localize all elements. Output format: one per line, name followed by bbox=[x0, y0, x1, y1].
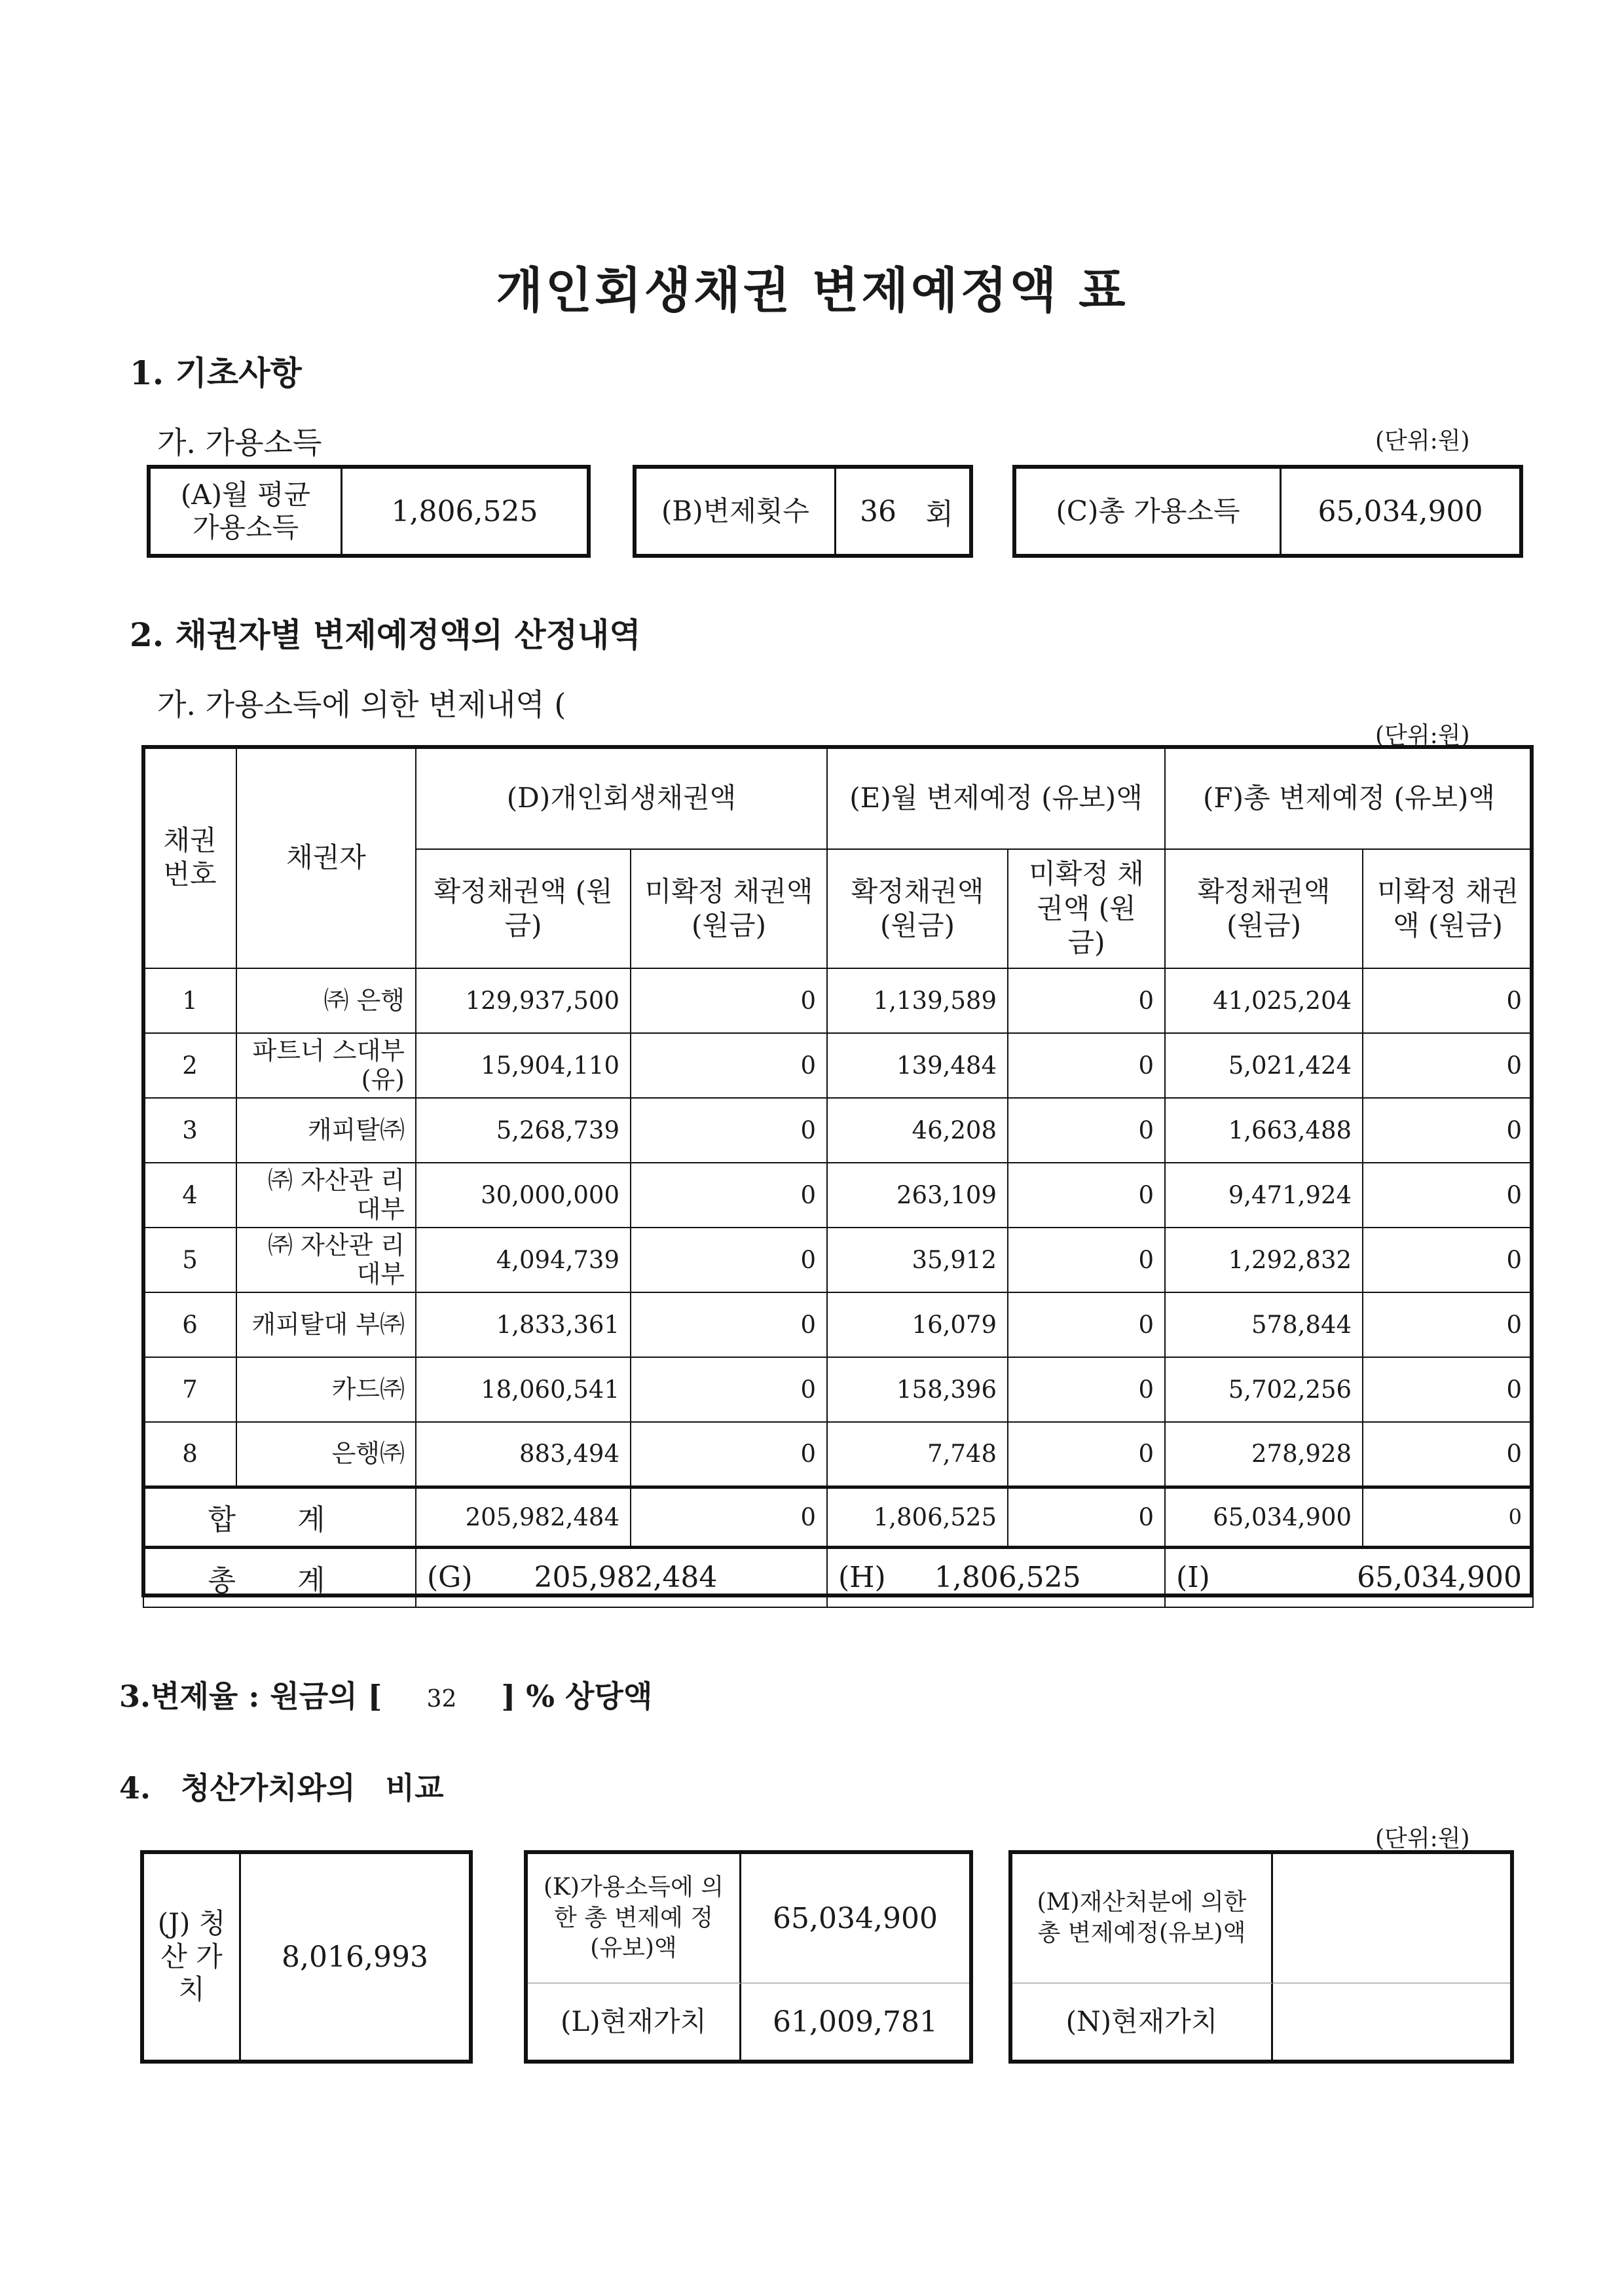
total-i-value: 65,034,900 bbox=[1357, 1561, 1522, 1595]
total-income-value: 65,034,900 bbox=[1280, 469, 1519, 554]
row-e2: 0 bbox=[1008, 1292, 1165, 1357]
row-creditor: 캐피탈㈜ bbox=[236, 1098, 416, 1163]
header-f: (F)총 변제예정 (유보)액 bbox=[1165, 747, 1533, 849]
row-e2: 0 bbox=[1008, 1163, 1165, 1228]
repay-count-value: 36 bbox=[860, 494, 896, 528]
row-e1: 139,484 bbox=[827, 1033, 1008, 1098]
sum-d1: 205,982,484 bbox=[416, 1487, 631, 1547]
row-e2: 0 bbox=[1008, 1422, 1165, 1487]
header-d-confirmed: 확정채권액 (원금) bbox=[416, 849, 631, 968]
row-f1: 5,702,256 bbox=[1165, 1357, 1363, 1422]
row-e1: 7,748 bbox=[827, 1422, 1008, 1487]
total-h-label: (H) bbox=[838, 1561, 886, 1595]
n-value bbox=[1273, 1984, 1510, 2060]
k-value: 65,034,900 bbox=[741, 1854, 969, 1984]
header-e-confirmed: 확정채권액 (원금) bbox=[827, 849, 1008, 968]
row-e2: 0 bbox=[1008, 968, 1165, 1033]
row-f1: 278,928 bbox=[1165, 1422, 1363, 1487]
row-f2: 0 bbox=[1363, 1228, 1533, 1292]
avg-income-value: 1,806,525 bbox=[341, 469, 587, 554]
m-label: (M)재산처분에 의한 총 변제예정(유보)액 bbox=[1012, 1854, 1273, 1984]
header-e: (E)월 변제예정 (유보)액 bbox=[827, 747, 1165, 849]
sum-f2: 0 bbox=[1363, 1487, 1533, 1547]
section2-unit: (단위:원) bbox=[1375, 722, 1470, 749]
total-income-box bbox=[1012, 465, 1523, 558]
page-title: 개인회생채권 변제예정액 표 bbox=[496, 263, 1128, 319]
table-row bbox=[143, 968, 1533, 1033]
sum-d2: 0 bbox=[631, 1487, 827, 1547]
section1-unit: (단위:원) bbox=[1375, 428, 1470, 454]
row-creditor: ㈜ 자산관 리대부 bbox=[236, 1228, 416, 1292]
total-g-cell bbox=[416, 1547, 827, 1607]
row-d1: 15,904,110 bbox=[416, 1033, 631, 1098]
row-creditor: 파트너 스대부(유) bbox=[236, 1033, 416, 1098]
row-f2: 0 bbox=[1363, 1033, 1533, 1098]
sum-e1: 1,806,525 bbox=[827, 1487, 1008, 1547]
section1-sub: 가. 가용소득 bbox=[157, 425, 322, 460]
row-creditor: 카드㈜ bbox=[236, 1357, 416, 1422]
liquidation-value-box bbox=[140, 1850, 473, 2064]
row-e2: 0 bbox=[1008, 1228, 1165, 1292]
header-no: 채권 번호 bbox=[143, 747, 236, 968]
row-no: 2 bbox=[143, 1033, 236, 1098]
m-value bbox=[1273, 1854, 1510, 1984]
row-f2: 0 bbox=[1363, 1098, 1533, 1163]
row-d1: 1,833,361 bbox=[416, 1292, 631, 1357]
row-no: 1 bbox=[143, 968, 236, 1033]
rate-prefix: 3.변제율 : 원금의 [ bbox=[119, 1679, 382, 1714]
table-row bbox=[143, 1228, 1533, 1292]
row-e2: 0 bbox=[1008, 1033, 1165, 1098]
table-row bbox=[143, 1357, 1533, 1422]
row-d1: 30,000,000 bbox=[416, 1163, 631, 1228]
row-creditor: 은행㈜ bbox=[236, 1422, 416, 1487]
sum-label: 합 계 bbox=[143, 1487, 416, 1547]
row-d1: 883,494 bbox=[416, 1422, 631, 1487]
row-creditor: ㈜ 자산관 리대부 bbox=[236, 1163, 416, 1228]
row-e1: 35,912 bbox=[827, 1228, 1008, 1292]
sum-f1: 65,034,900 bbox=[1165, 1487, 1363, 1547]
row-d2: 0 bbox=[631, 1098, 827, 1163]
section4-unit: (단위:원) bbox=[1375, 1825, 1470, 1852]
repay-count-suffix: 회 bbox=[925, 498, 953, 531]
row-d2: 0 bbox=[631, 968, 827, 1033]
sum-e2: 0 bbox=[1008, 1487, 1165, 1547]
avg-income-label: (A)월 평균 가용소득 bbox=[180, 478, 311, 543]
row-creditor: 캐피탈대 부㈜ bbox=[236, 1292, 416, 1357]
row-f2: 0 bbox=[1363, 1422, 1533, 1487]
section4-heading: 4. 청산가치와의 비교 bbox=[119, 1770, 444, 1806]
section2-sub: 가. 가용소득에 의한 변제내역 ( bbox=[157, 687, 566, 722]
l-value: 61,009,781 bbox=[773, 2005, 938, 2039]
row-no: 7 bbox=[143, 1357, 236, 1422]
total-g-value: 205,982,484 bbox=[534, 1561, 718, 1595]
row-e2: 0 bbox=[1008, 1098, 1165, 1163]
row-d2: 0 bbox=[631, 1292, 827, 1357]
row-f1: 41,025,204 bbox=[1165, 968, 1363, 1033]
section2-heading: 2. 채권자별 변제예정액의 산정내역 bbox=[130, 615, 641, 654]
header-f-unconfirmed: 미확정 채권액 (원금) bbox=[1363, 849, 1533, 968]
table-row bbox=[143, 1033, 1533, 1098]
total-label: 총 계 bbox=[143, 1547, 416, 1607]
header-creditor: 채권자 bbox=[236, 747, 416, 968]
row-f1: 9,471,924 bbox=[1165, 1163, 1363, 1228]
n-label: (N)현재가치 bbox=[1012, 1984, 1273, 2060]
row-d2: 0 bbox=[631, 1033, 827, 1098]
row-f2: 0 bbox=[1363, 1357, 1533, 1422]
total-h-cell bbox=[827, 1547, 1165, 1607]
row-d1: 4,094,739 bbox=[416, 1228, 631, 1292]
row-no: 3 bbox=[143, 1098, 236, 1163]
table-row bbox=[143, 1292, 1533, 1357]
row-d1: 129,937,500 bbox=[416, 968, 631, 1033]
row-e1: 16,079 bbox=[827, 1292, 1008, 1357]
l-label: (L)현재가치 bbox=[528, 1984, 741, 2060]
row-d1: 5,268,739 bbox=[416, 1098, 631, 1163]
header-f-confirmed: 확정채권액 (원금) bbox=[1165, 849, 1363, 968]
row-f1: 1,663,488 bbox=[1165, 1098, 1363, 1163]
row-d2: 0 bbox=[631, 1163, 827, 1228]
total-income-label: (C)총 가용소득 bbox=[1056, 494, 1240, 527]
row-no: 6 bbox=[143, 1292, 236, 1357]
k-label: (K)가용소득에 의한 총 변제예 정(유보)액 bbox=[528, 1854, 741, 1984]
repayment-table bbox=[143, 746, 1534, 1608]
sum-row bbox=[143, 1487, 1533, 1547]
header-d: (D)개인회생채권액 bbox=[416, 747, 827, 849]
total-row bbox=[143, 1547, 1533, 1607]
repay-count-box bbox=[633, 465, 973, 558]
row-d2: 0 bbox=[631, 1422, 827, 1487]
table-row bbox=[143, 1098, 1533, 1163]
row-no: 5 bbox=[143, 1228, 236, 1292]
row-no: 8 bbox=[143, 1422, 236, 1487]
row-f2: 0 bbox=[1363, 1163, 1533, 1228]
header-d-unconfirmed: 미확정 채권액 (원금) bbox=[631, 849, 827, 968]
row-e1: 1,139,589 bbox=[827, 968, 1008, 1033]
row-no: 4 bbox=[143, 1163, 236, 1228]
row-f1: 578,844 bbox=[1165, 1292, 1363, 1357]
row-e1: 46,208 bbox=[827, 1098, 1008, 1163]
repay-count-label: (B)변제횟수 bbox=[661, 494, 809, 527]
section3-line bbox=[119, 1673, 652, 1716]
row-d1: 18,060,541 bbox=[416, 1357, 631, 1422]
table-row bbox=[143, 1422, 1533, 1487]
asset-disposal-box bbox=[1008, 1850, 1514, 2064]
section1-heading: 1. 기초사항 bbox=[130, 354, 302, 392]
total-g-label: (G) bbox=[427, 1561, 473, 1595]
table-row bbox=[143, 1163, 1533, 1228]
repay-count-value-cell bbox=[834, 469, 969, 554]
header-e-unconfirmed: 미확정 채권액 (원금) bbox=[1008, 849, 1165, 968]
row-f2: 0 bbox=[1363, 968, 1533, 1033]
row-f1: 1,292,832 bbox=[1165, 1228, 1363, 1292]
liquidation-value: 8,016,993 bbox=[282, 1940, 428, 1974]
row-f2: 0 bbox=[1363, 1292, 1533, 1357]
row-creditor: ㈜ 은행 bbox=[236, 968, 416, 1033]
income-repayment-box bbox=[524, 1850, 973, 2064]
row-d2: 0 bbox=[631, 1228, 827, 1292]
row-e1: 263,109 bbox=[827, 1163, 1008, 1228]
total-i-label: (I) bbox=[1176, 1561, 1210, 1595]
row-e2: 0 bbox=[1008, 1357, 1165, 1422]
rate-value: 32 bbox=[426, 1686, 457, 1713]
row-e1: 158,396 bbox=[827, 1357, 1008, 1422]
avg-income-box bbox=[147, 465, 591, 558]
row-f1: 5,021,424 bbox=[1165, 1033, 1363, 1098]
total-h-value: 1,806,525 bbox=[934, 1561, 1081, 1595]
row-d2: 0 bbox=[631, 1357, 827, 1422]
liquidation-label: (J) 청산 가치 bbox=[144, 1854, 241, 2060]
rate-suffix: ] % 상당액 bbox=[501, 1679, 653, 1714]
total-i-cell bbox=[1165, 1547, 1533, 1607]
